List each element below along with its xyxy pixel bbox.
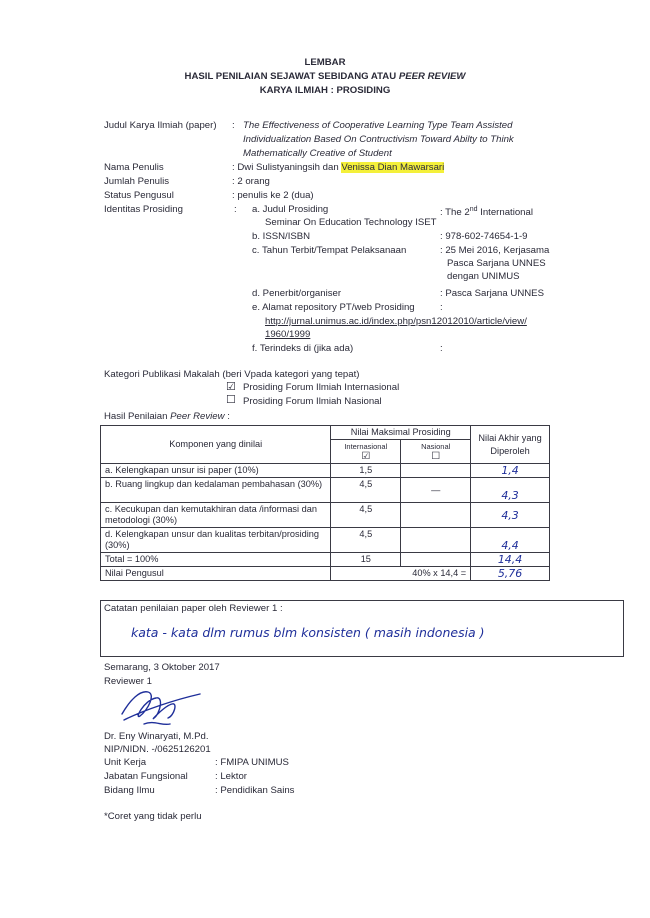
row-maks: 4,5 bbox=[331, 503, 401, 528]
row-nasional bbox=[401, 528, 471, 553]
header-internasional-label: Internasional bbox=[344, 442, 388, 451]
catatan-box bbox=[100, 600, 624, 657]
ident-a-value-pre: : The 2 bbox=[440, 207, 470, 219]
row-maks: 1,5 bbox=[331, 464, 401, 478]
ident-c-value-2: Pasca Sarjana UNNES bbox=[447, 258, 546, 269]
row-akhir: 4,3 bbox=[471, 503, 550, 528]
header-nilai-maks: Nilai Maksimal Prosiding bbox=[331, 426, 471, 440]
judul-sep: : bbox=[232, 120, 235, 131]
hasil-label-text: Hasil Penilaian bbox=[104, 411, 171, 422]
catatan-handwritten: kata - kata dlm rumus blm konsisten ( masih indonesia ) bbox=[131, 625, 485, 640]
ident-d-value: : Pasca Sarjana UNNES bbox=[440, 288, 544, 299]
ident-b-label: b. ISSN/ISBN bbox=[252, 231, 311, 242]
header-nasional bbox=[401, 440, 471, 464]
row-komponen: c. Kecukupan dan kemutakhiran data /informasi dan metodologi (30%) bbox=[101, 503, 331, 528]
ident-a-value-sup: nd bbox=[469, 206, 478, 213]
reviewer-name: Dr. Eny Winaryati, M.Pd. bbox=[104, 731, 209, 742]
header-komponen: Komponen yang dinilai bbox=[101, 426, 331, 464]
bidang-label: Bidang Ilmu bbox=[104, 785, 155, 796]
jumlah-label: Jumlah Penulis bbox=[104, 176, 170, 187]
signature-image bbox=[104, 680, 214, 732]
identitas-sep: : bbox=[234, 204, 237, 215]
total-label: Total = 100% bbox=[101, 553, 331, 567]
hasil-label bbox=[104, 411, 230, 423]
judul-line-2: Individualization Based On Contructivism Toward Abilty to Think bbox=[243, 134, 514, 145]
header-internasional bbox=[331, 440, 401, 464]
row-akhir: 4,4 bbox=[471, 528, 550, 553]
ident-c-value-1: : 25 Mei 2016, Kerjasama bbox=[440, 245, 550, 256]
reviewer-nip: NIP/NIDN. -/0625126201 bbox=[104, 744, 211, 755]
table-row bbox=[101, 503, 550, 528]
row-maks: 4,5 bbox=[331, 478, 401, 503]
table-row bbox=[101, 528, 550, 553]
checkbox-checked-icon[interactable]: ☑ bbox=[361, 451, 371, 462]
checkbox-checked-icon[interactable]: ☑ bbox=[226, 381, 236, 393]
footnote: *Coret yang tidak perlu bbox=[104, 811, 202, 822]
row-akhir: 1,4 bbox=[471, 464, 550, 478]
ident-a-label: a. Judul Prosiding bbox=[252, 204, 329, 215]
doc-title-hasil-text: HASIL PENILAIAN SEJAWAT SEBIDANG ATAU bbox=[184, 71, 399, 82]
bidang-value: : Pendidikan Sains bbox=[215, 785, 295, 796]
jabatan-label: Jabatan Fungsional bbox=[104, 771, 188, 782]
doc-title-peer-review: PEER REVIEW bbox=[398, 71, 466, 82]
kategori-opt-nasional: Prosiding Forum Ilmiah Nasional bbox=[243, 396, 382, 407]
table-row bbox=[101, 464, 550, 478]
unit-label: Unit Kerja bbox=[104, 757, 147, 768]
ident-e-sep: : bbox=[440, 302, 443, 313]
doc-title-karya: KARYA ILMIAH : PROSIDING bbox=[259, 85, 391, 96]
header-nilai-akhir bbox=[471, 426, 550, 464]
ident-a-value-2: Seminar On Education Technology ISET bbox=[265, 217, 437, 228]
hasil-label-suffix: : bbox=[224, 411, 230, 422]
checkbox-empty-icon[interactable]: ☐ bbox=[431, 451, 441, 462]
ident-c-value-3: dengan UNIMUS bbox=[447, 271, 520, 282]
nama-value-text: : Dwi Sulistyaningsih dan bbox=[232, 162, 342, 173]
row-akhir: 4,3 bbox=[471, 478, 550, 503]
ident-a-value-post: International bbox=[477, 207, 533, 219]
checkbox-empty-icon[interactable]: ☐ bbox=[226, 394, 236, 406]
row-nasional bbox=[401, 503, 471, 528]
table-row bbox=[101, 478, 550, 503]
ident-e-label: e. Alamat repository PT/web Prosiding bbox=[252, 302, 415, 313]
hasil-label-italic: Peer Review bbox=[170, 411, 225, 422]
repository-link-2[interactable]: 1960/1999 bbox=[265, 329, 311, 340]
place-date: Semarang, 3 Oktober 2017 bbox=[104, 662, 220, 673]
total-maks: 15 bbox=[331, 553, 401, 567]
nama-highlighted: Venissa Dian Mawarsari bbox=[341, 162, 445, 173]
repository-link-1[interactable]: http://jurnal.unimus.ac.id/index.php/psn12012010/article/view/ bbox=[265, 316, 527, 327]
row-komponen: a. Kelengkapan unsur isi paper (10%) bbox=[101, 464, 331, 478]
pengusul-label: Nilai Pengusul bbox=[101, 567, 331, 581]
ident-f-sep: : bbox=[440, 343, 443, 354]
status-label: Status Pengusul bbox=[104, 190, 174, 201]
judul-line-1: The Effectiveness of Cooperative Learning Type Team Assisted bbox=[243, 120, 513, 131]
kategori-label: Kategori Publikasi Makalah (beri Vpada kategori yang tepat) bbox=[104, 369, 360, 380]
row-nasional bbox=[401, 464, 471, 478]
header-nasional-label: Nasional bbox=[421, 442, 451, 451]
peer-review-table bbox=[100, 425, 550, 581]
ident-d-label: d. Penerbit/organiser bbox=[252, 288, 342, 299]
jumlah-value: : 2 orang bbox=[232, 176, 270, 187]
ident-c-label: c. Tahun Terbit/Tempat Pelaksanaan bbox=[252, 245, 407, 256]
nama-label: Nama Penulis bbox=[104, 162, 164, 173]
header-nilai-akhir-1: Nilai Akhir yang bbox=[478, 432, 542, 443]
row-komponen: b. Ruang lingkup dan kedalaman pembahasan (30%) bbox=[101, 478, 331, 503]
reviewer-label: Reviewer 1 bbox=[104, 676, 152, 687]
table-row-total bbox=[101, 553, 550, 567]
pengusul-formula: 40% x 14,4 = bbox=[331, 567, 471, 581]
total-akhir: 14,4 bbox=[471, 553, 550, 567]
row-maks: 4,5 bbox=[331, 528, 401, 553]
ident-b-value: : 978-602-74654-1-9 bbox=[440, 231, 528, 242]
catatan-label: Catatan penilaian paper oleh Reviewer 1 : bbox=[104, 603, 283, 614]
identitas-label: Identitas Prosiding bbox=[104, 204, 183, 215]
doc-title-lembar: LEMBAR bbox=[304, 57, 346, 68]
judul-label: Judul Karya Ilmiah (paper) bbox=[104, 120, 217, 131]
nama-value bbox=[232, 162, 444, 174]
judul-line-3: Mathematically Creative of Student bbox=[243, 148, 392, 159]
ident-f-label: f. Terindeks di (jika ada) bbox=[252, 343, 354, 354]
row-komponen: d. Kelengkapan unsur dan kualitas terbitan/prosiding (30%) bbox=[101, 528, 331, 553]
pengusul-akhir: 5,76 bbox=[471, 567, 550, 581]
table-row-pengusul bbox=[101, 567, 550, 581]
header-nilai-akhir-2: Diperoleh bbox=[490, 445, 530, 456]
doc-title-hasil bbox=[0, 71, 650, 83]
jabatan-value: : Lektor bbox=[215, 771, 247, 782]
kategori-opt-internasional: Prosiding Forum Ilmiah Internasional bbox=[243, 382, 400, 393]
unit-value: : FMIPA UNIMUS bbox=[215, 757, 289, 768]
ident-a-value bbox=[440, 204, 533, 219]
row-nasional: — bbox=[401, 478, 471, 503]
status-value: : penulis ke 2 (dua) bbox=[232, 190, 314, 201]
total-nasional bbox=[401, 553, 471, 567]
